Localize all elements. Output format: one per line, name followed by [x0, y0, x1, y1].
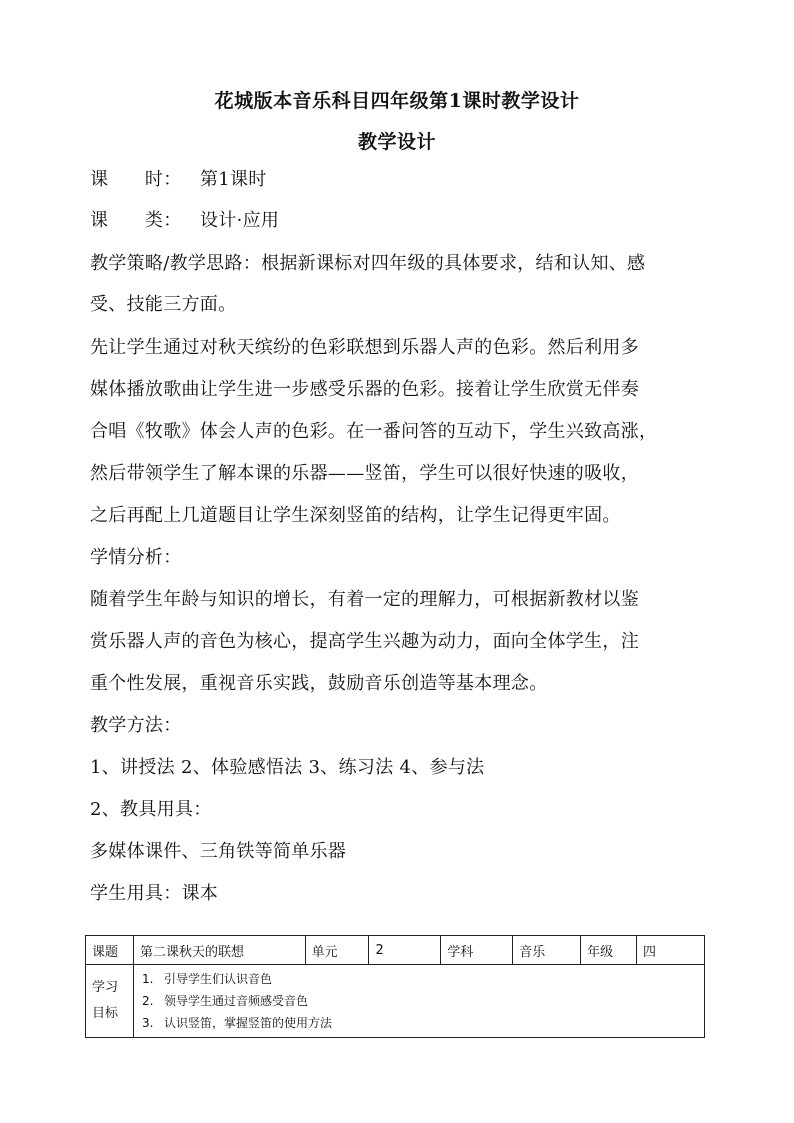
process-line-3: 合唱《牧歌》体会人声的色彩。在一番问答的互动下，学生兴致高涨， [90, 421, 658, 442]
analysis-line-1: 随着学生年龄与知识的增长，有着一定的理解力，可根据新教材以鉴 [90, 589, 639, 610]
subject-label-cell: 学科 [441, 936, 513, 965]
goals-label-line-1: 学习 [92, 980, 119, 995]
unit-value-cell: 2 [369, 936, 441, 965]
lesson-time-value: 第1课时 [200, 169, 267, 190]
lesson-type-label: 课 类： [90, 210, 182, 231]
goal-text: 引导学生们认识音色 [163, 972, 272, 986]
lesson-time-row [90, 170, 710, 190]
goals-list-cell [133, 965, 704, 1038]
tools-teacher: 多媒体课件、三角铁等简单乐器 [90, 841, 347, 862]
list-item [140, 968, 698, 990]
topic-value-cell: 第二课秋天的联想 [133, 936, 305, 965]
goal-number: 1. [141, 972, 154, 986]
strategy-line-2: 受、技能三方面。 [90, 294, 237, 315]
strategy-line-1: 教学策略/教学思路：根据新课标对四年级的具体要求，结和认知、感 [90, 253, 646, 274]
goals-label-line-2: 目标 [92, 1006, 119, 1021]
process-line-4: 然后带领学生了解本课的乐器——竖笛，学生可以很好快速的吸收， [90, 463, 639, 484]
lesson-info-table [85, 935, 705, 1038]
lesson-type-row [90, 211, 710, 231]
goals-label-cell [86, 965, 134, 1038]
table-row [86, 936, 705, 965]
process-line-2: 媒体播放歌曲让学生进一步感受乐器的色彩。接着让学生欣赏无伴奏 [90, 379, 639, 400]
methods-heading: 教学方法： [90, 715, 182, 736]
lesson-type-value: 设计·应用 [200, 210, 280, 231]
goal-number: 3. [141, 1016, 154, 1030]
process-line-1: 先让学生通过对秋天缤纷的色彩联想到乐器人声的色彩。然后利用多 [90, 337, 639, 358]
analysis-line-3: 重个性发展，重视音乐实践，鼓励音乐创造等基本理念。 [90, 673, 548, 694]
goal-text: 认识竖笛，掌握竖笛的使用方法 [163, 1016, 332, 1030]
topic-label-cell: 课题 [86, 936, 134, 965]
lesson-time-label: 课 时： [90, 169, 182, 190]
methods-list: 1、讲授法 2、体验感悟法 3、练习法 4、参与法 [90, 757, 485, 778]
unit-label-cell: 单元 [305, 936, 369, 965]
goal-number: 2. [141, 994, 154, 1008]
goal-text: 领导学生通过音频感受音色 [163, 994, 308, 1008]
process-line-5: 之后再配上几道题目让学生深刻竖笛的结构，让学生记得更牢固。 [90, 505, 621, 526]
goals-list [140, 968, 698, 1034]
grade-value-cell: 四 [637, 936, 705, 965]
analysis-line-2: 赏乐器人声的音色为核心，提高学生兴趣为动力，面向全体学生，注 [90, 631, 639, 652]
grade-label-cell: 年级 [581, 936, 637, 965]
list-item [140, 1012, 698, 1034]
document-subtitle: 教学设计 [357, 131, 436, 153]
tools-heading: 2、教具用具： [90, 799, 212, 820]
table-row [86, 965, 705, 1038]
analysis-heading: 学情分析： [90, 547, 182, 568]
subject-value-cell: 音乐 [513, 936, 581, 965]
tools-student: 学生用具：课本 [90, 883, 219, 904]
document-title: 花城版本音乐科目四年级第1课时教学设计 [214, 90, 580, 112]
list-item [140, 990, 698, 1012]
